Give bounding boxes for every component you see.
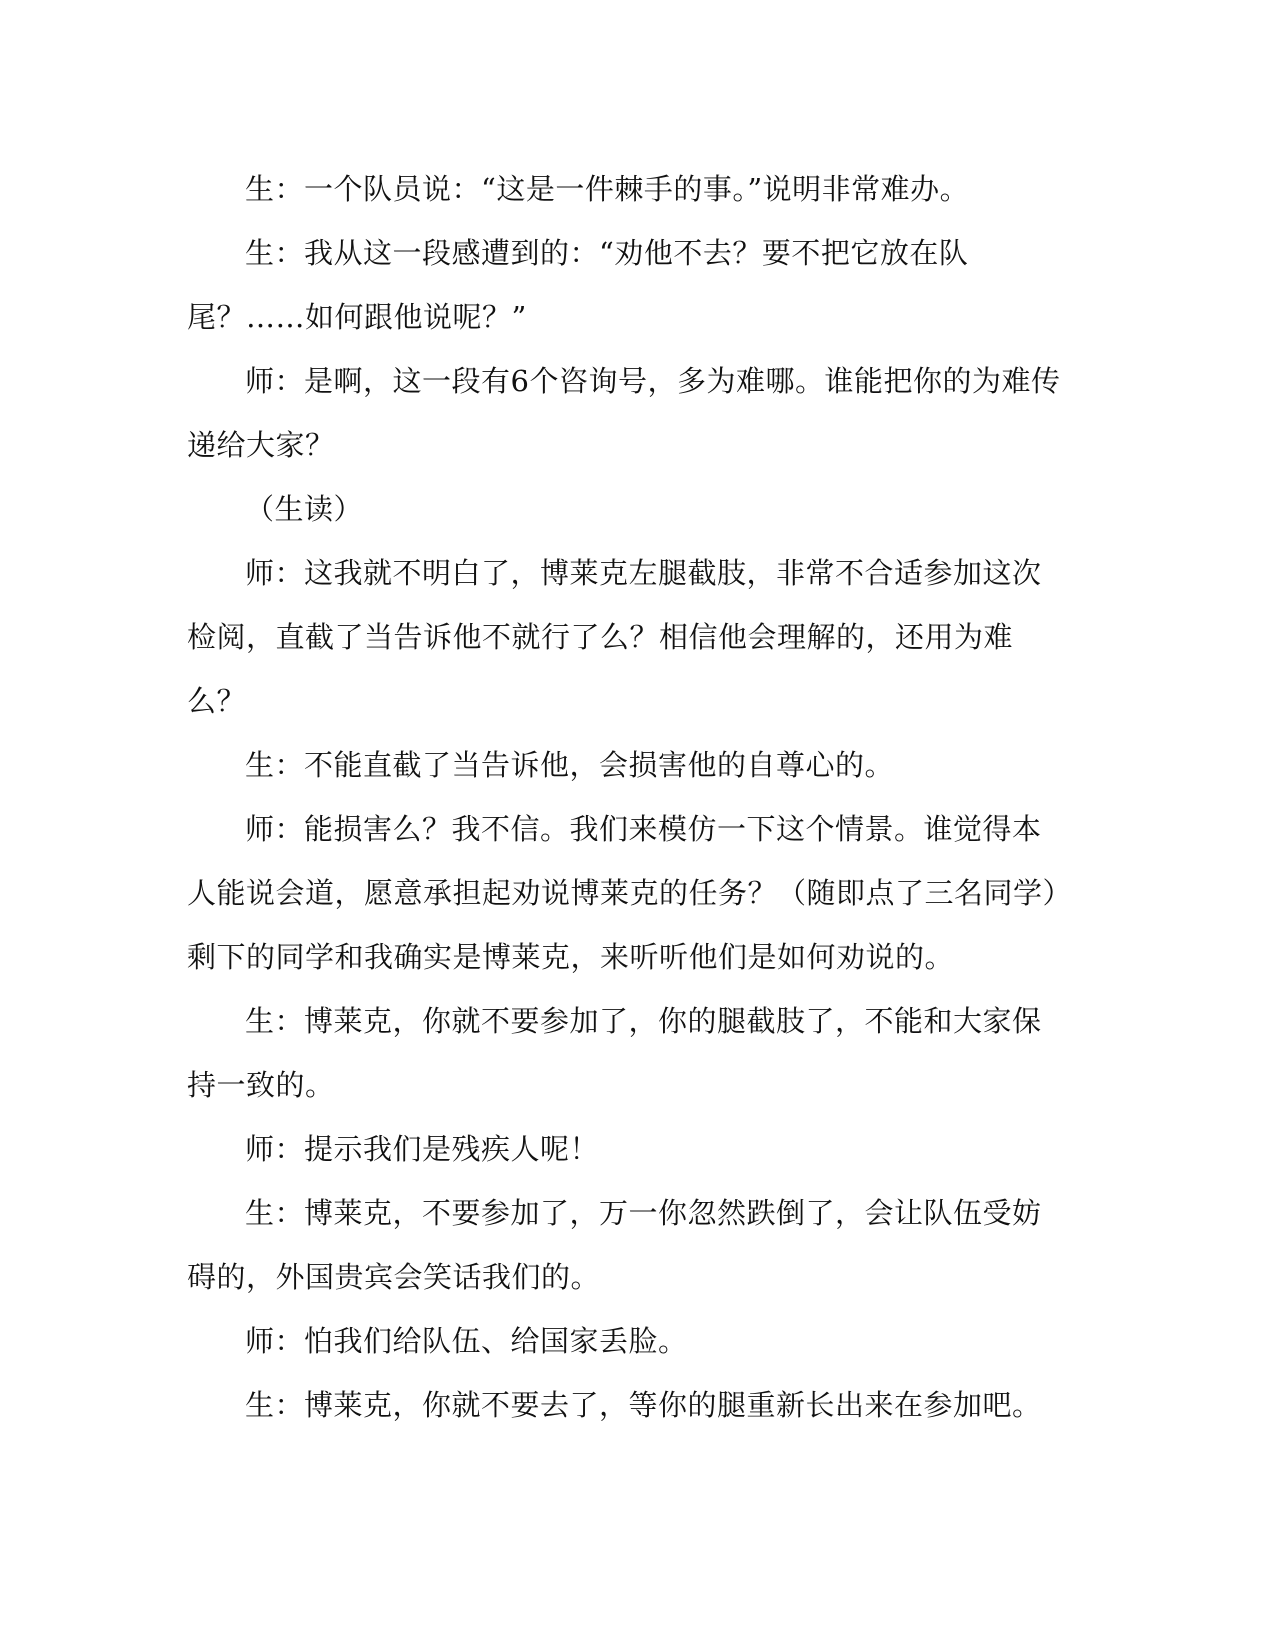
dialogue-paragraph-9: 师：提示我们是残疾人呢！ xyxy=(245,1132,600,1166)
dialogue-paragraph-1: 生：一个队员说：“这是一件棘手的事。”说明非常难办。 xyxy=(245,172,970,206)
stage-direction-paragraph: （生读） xyxy=(245,492,364,526)
dialogue-paragraph-5: 师：这我就不明白了，博莱克左腿截肢，非常不合适参加这次检阅，直截了当告诉他不就行了么？相信他会理解的，还用为难么？ xyxy=(187,556,1042,718)
dialogue-paragraph-12: 生：博莱克，你就不要去了，等你的腿重新长出来在参加吧。 xyxy=(245,1388,1042,1422)
dialogue-paragraph-8: 生：博莱克，你就不要参加了，你的腿截肢了，不能和大家保持一致的。 xyxy=(187,1004,1042,1102)
dialogue-paragraph-3: 师：是啊，这一段有6个咨询号，多为难哪。谁能把你的为难传递给大家？ xyxy=(187,364,1061,462)
dialogue-paragraph-7: 师：能损害么？我不信。我们来模仿一下这个情景。谁觉得本人能说会道，愿意承担起劝说博莱克的任务？（随即点了三名同学）剩下的同学和我确实是博莱克，来听听他们是如何劝说的。 xyxy=(187,812,1058,974)
dialogue-paragraph-2: 生：我从这一段感遭到的：“劝他不去？要不把它放在队尾？……如何跟他说呢？” xyxy=(187,236,969,334)
document-body xyxy=(187,157,1067,1437)
dialogue-paragraph-11: 师：怕我们给队伍、给国家丢脸。 xyxy=(245,1324,688,1358)
dialogue-paragraph-10: 生：博莱克，不要参加了，万一你忽然跌倒了，会让队伍受妨碍的，外国贵宾会笑话我们的。 xyxy=(187,1196,1042,1294)
dialogue-paragraph-6: 生：不能直截了当告诉他，会损害他的自尊心的。 xyxy=(245,748,895,782)
